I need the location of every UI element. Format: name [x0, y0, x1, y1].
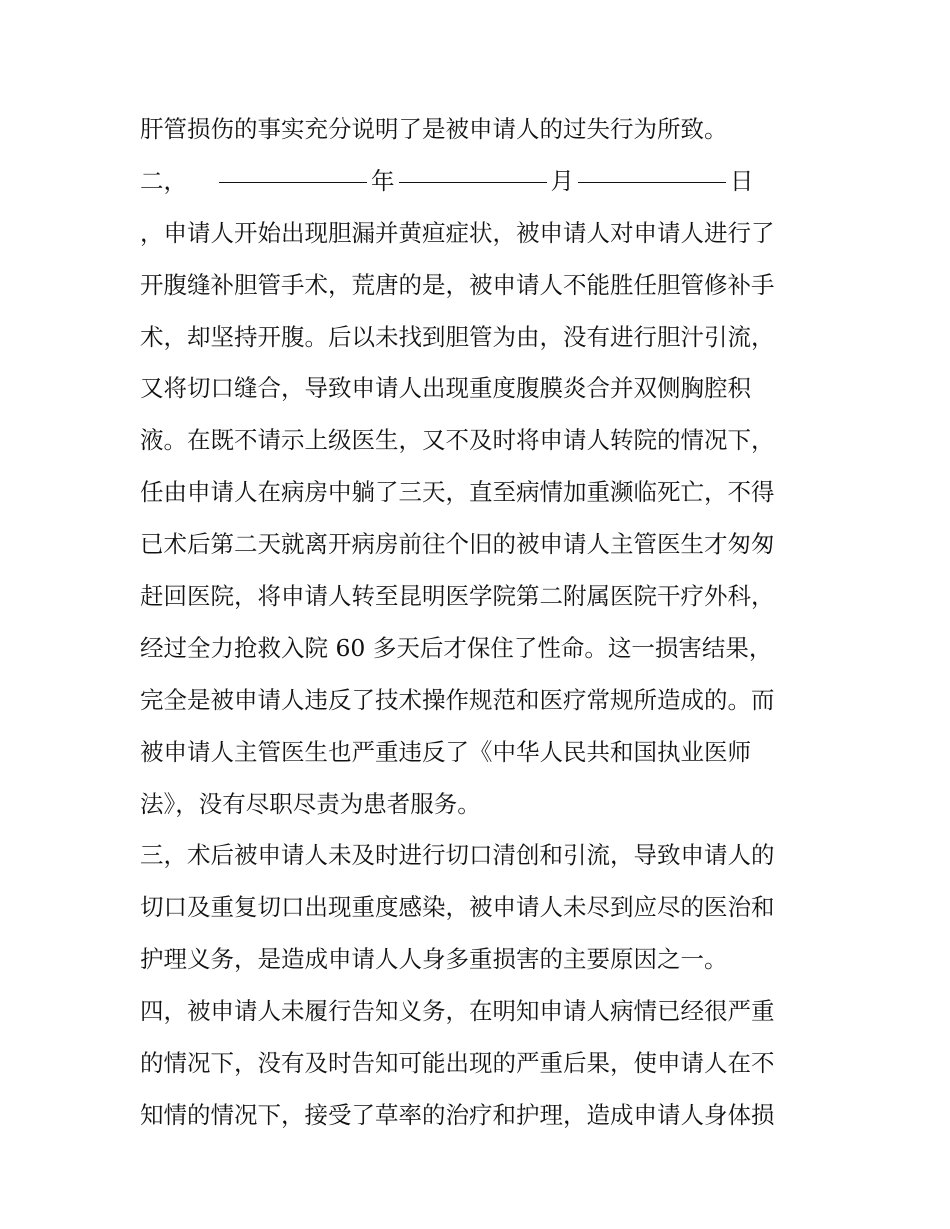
text-line: ，申请人开始出现胆漏并黄疸症状，被申请人对申请人进行了 — [140, 218, 775, 247]
text-line: 又将切口缝合，导致申请人出现重度腹膜炎合并双侧胸腔积 — [140, 374, 751, 403]
date-line — [140, 156, 820, 208]
day-blank — [578, 158, 726, 183]
year-label: 年 — [371, 166, 395, 195]
text-line: 肝管损伤的事实充分说明了是被申请人的过失行为所致。 — [140, 115, 728, 143]
text-line: 切口及重复切口出现重度感染，被申请人未尽到应尽的医治和 — [140, 893, 775, 922]
year-blank — [219, 158, 367, 183]
text-line: 开腹缝补胆管手术，荒唐的是，被申请人不能胜任胆管修补手 — [140, 270, 775, 299]
text-line: 护理义务，是造成申请人人身多重损害的主要原因之一。 — [140, 945, 728, 974]
text-line: 赶回医院，将申请人转至昆明医学院第二附属医院干疗外科， — [140, 582, 775, 611]
document-body — [140, 104, 820, 1142]
text-line: 术，却坚持开腹。后以未找到胆管为由，没有进行胆汁引流， — [140, 322, 775, 351]
text-line: 液。在既不请示上级医生，又不及时将申请人转院的情况下， — [140, 426, 775, 455]
month-label: 月 — [550, 166, 574, 195]
text-line: 任由申请人在病房中躺了三天，直至病情加重濒临死亡，不得 — [140, 478, 775, 507]
section-number: 二， — [140, 166, 187, 195]
text-line: 三，术后被申请人未及时进行切口清创和引流，导致申请人的 — [140, 841, 775, 870]
text-line: 已术后第二天就离开病房前往个旧的被申请人主管医生才匆匆 — [140, 530, 775, 559]
text-line: 被申请人主管医生也严重违反了《中华人民共和国执业医师 — [140, 737, 751, 766]
text-line: 四，被申请人未履行告知义务，在明知申请人病情已经很严重 — [140, 997, 775, 1026]
text-line: 知情的情况下，接受了草率的治疗和护理，造成申请人身体损 — [140, 1100, 775, 1129]
month-blank — [399, 158, 547, 183]
text-line: 的情况下，没有及时告知可能出现的严重后果，使申请人在不 — [140, 1049, 775, 1078]
text-line: 完全是被申请人违反了技术操作规范和医疗常规所造成的。而 — [140, 685, 775, 714]
text-line: 经过全力抢救入院 60 多天后才保住了性命。这一损害结果， — [140, 633, 773, 662]
text-line: 法》，没有尽职尽责为患者服务。 — [140, 789, 481, 818]
day-label: 日 — [730, 166, 754, 195]
